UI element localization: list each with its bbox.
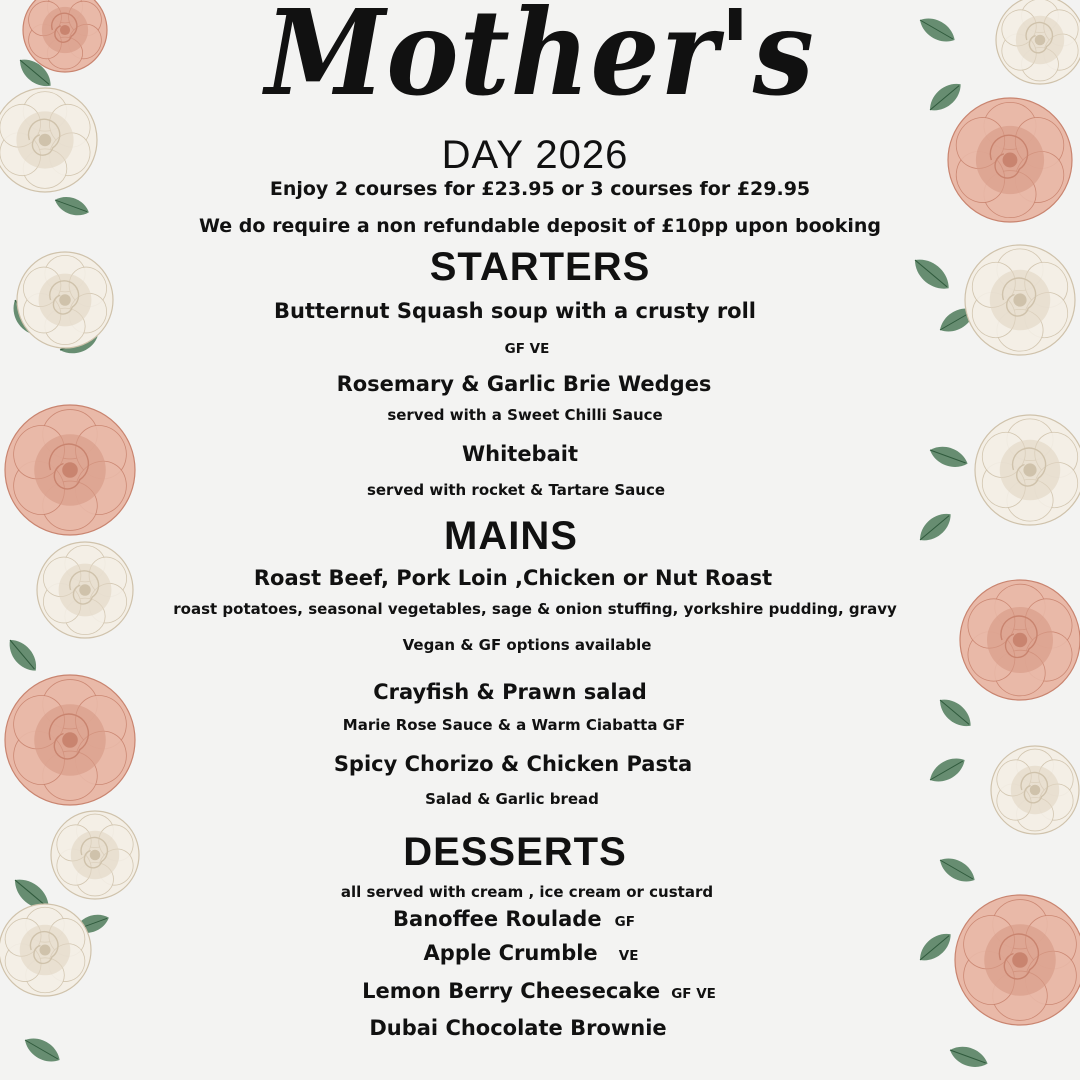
starter-item-note: served with rocket & Tartare Sauce — [366, 481, 666, 499]
main-item-name: Spicy Chorizo & Chicken Pasta — [333, 752, 693, 776]
main-item-name: Crayfish & Prawn salad — [373, 680, 647, 704]
dessert-item — [0, 941, 1071, 965]
desserts-heading: DESSERTS — [403, 830, 627, 874]
mains-heading: MAINS — [444, 514, 578, 558]
main-item-name: Roast Beef, Pork Loin ,Chicken or Nut Roast — [253, 566, 773, 590]
starter-item-name: Whitebait — [461, 442, 579, 466]
deposit-text: We do require a non refundable deposit of £10pp upon booking — [199, 215, 881, 237]
dessert-item — [0, 979, 1079, 1003]
starter-item-name: Rosemary & Garlic Brie Wedges — [336, 372, 712, 396]
starters-heading: STARTERS — [429, 245, 651, 289]
dessert-item-name: Banoffee Roulade — [393, 907, 602, 931]
dessert-item-tag: GF VE — [671, 986, 716, 1002]
offer-text: Enjoy 2 courses for £23.95 or 3 courses for £29.95 — [269, 178, 811, 200]
dessert-item-name: Lemon Berry Cheesecake — [362, 979, 661, 1003]
dessert-item — [0, 1016, 1058, 1040]
main-item-note: Vegan & GF options available — [402, 636, 652, 654]
main-item-note: Salad & Garlic bread — [425, 790, 599, 808]
dessert-item-tag: GF — [614, 914, 635, 930]
starter-item-note: served with a Sweet Chilli Sauce — [387, 406, 663, 424]
dessert-item-name: Apple Crumble — [423, 941, 598, 965]
starter-item-note: GF VE — [504, 341, 550, 357]
dessert-item-tag: VE — [618, 948, 639, 964]
title-script: Mother's — [265, 0, 815, 122]
dessert-item-name: Dubai Chocolate Brownie — [369, 1016, 667, 1040]
title-year: DAY 2026 — [441, 133, 629, 177]
main-item-note: roast potatoes, seasonal vegetables, sage & onion stuffing, yorkshire pudding, gravy — [173, 600, 897, 618]
desserts-intro: all served with cream , ice cream or custard — [340, 883, 714, 901]
starter-item-name: Butternut Squash soup with a crusty roll — [274, 299, 756, 323]
main-item-note: Marie Rose Sauce & a Warm Ciabatta GF — [342, 716, 686, 734]
dessert-item — [0, 907, 1054, 931]
